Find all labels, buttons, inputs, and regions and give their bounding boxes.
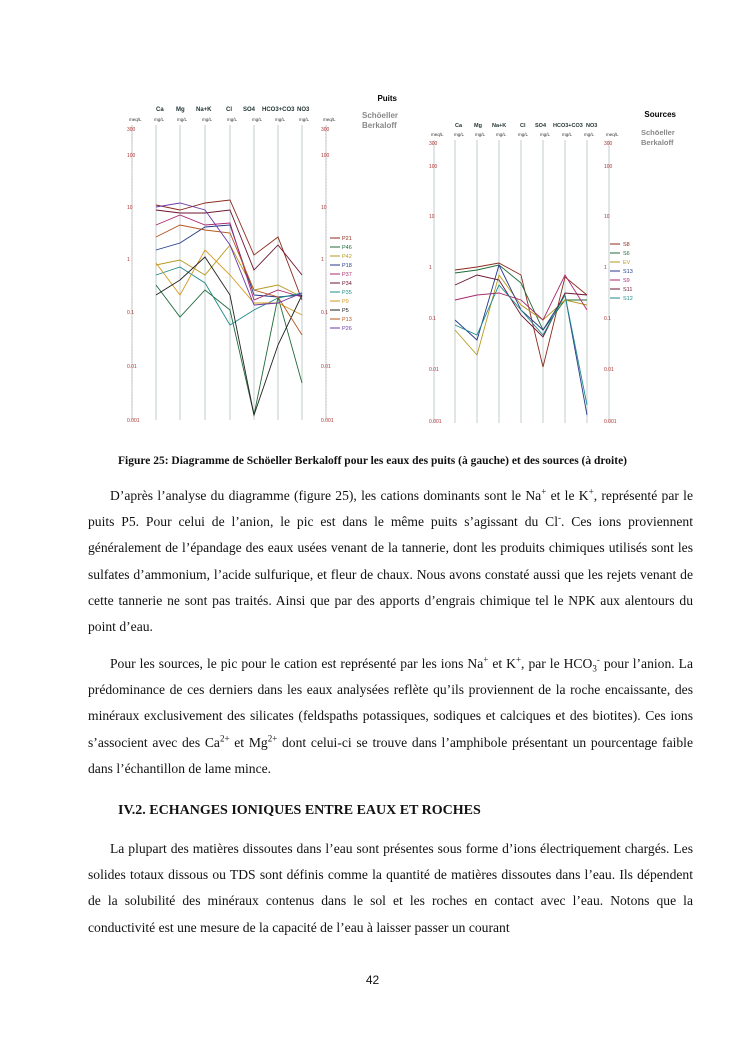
unit-label: mg/L <box>154 117 165 122</box>
tick-label: 1 <box>604 265 607 271</box>
unit-label: mg/L <box>252 117 263 122</box>
diagram-title: Sources <box>644 110 676 119</box>
tick-label: 0.001 <box>321 418 334 424</box>
legend-item: P18 <box>342 263 352 269</box>
unit-label: mg/L <box>275 117 286 122</box>
diagram-title: Puits <box>377 94 397 103</box>
legend-item: S13 <box>623 269 633 275</box>
tick-label: 0.001 <box>604 419 617 425</box>
tick-label: 10 <box>604 214 610 220</box>
unit-label: mg/L <box>562 132 573 137</box>
legend-item: EV <box>623 260 631 266</box>
tick-label: 100 <box>321 153 330 159</box>
tick-label: 0.1 <box>321 310 328 316</box>
tick-label: 300 <box>429 141 438 147</box>
column-label-ca: Ca <box>455 123 463 129</box>
column-label-mg: Mg <box>176 107 185 113</box>
unit-label: mg/L <box>540 132 551 137</box>
unit-label: mg/L <box>496 132 507 137</box>
legend-item: S6 <box>623 251 630 257</box>
tick-label: 0.01 <box>321 364 331 370</box>
tick-label: 10 <box>127 205 133 211</box>
legend-item: P46 <box>342 245 352 251</box>
tick-label: 100 <box>127 153 136 159</box>
legend-item: P34 <box>342 281 352 287</box>
paragraph-2: Pour les sources, le pic pour le cation est représenté par les ions Na+ et K+, par le $HCO_3^-$ pour l’anion. La prédominance de ces derniers dans les eaux analysées reflète qu’ils proviennent de la roche encaissante, des minéraux exclusivement des silicates (feldspaths potassiques, sodiques et calciques et des biotites). Ces ions s’associent avec des $Ca^{2+}$ et $Mg^{2+}$ dont celui-ci se trouve dans l’amphibole présentant un pourcentage faible dans l’échantillon de lame mince. <box>88 654 693 776</box>
paragraph-3: La plupart des matières dissoutes dans l’eau sont présentes sous forme d’ions électriquement chargés. Les solides totaux dissous ou TDS sont définis comme la quantité de matières dissoutes dans l’eau. Ils dépendent de la solubilité des minéraux contenus dans le sol et les roches en contact avec l’eau. Notons que la conductivité est une mesure de la capacité de l’eau à laisser passer un courant <box>88 841 693 935</box>
unit-label: meq/L <box>606 132 619 137</box>
unit-label: mg/L <box>475 132 486 137</box>
method-label: Schöeller <box>362 111 399 120</box>
tick-label: 0.1 <box>604 316 611 322</box>
legend-item: S8 <box>623 242 630 248</box>
unit-label: mg/L <box>518 132 529 137</box>
unit-label: mg/L <box>584 132 595 137</box>
data-series-lines <box>156 200 302 415</box>
legend-item: S11 <box>623 287 633 293</box>
tick-label: 0.01 <box>429 367 439 373</box>
legend-item: S12 <box>623 296 633 302</box>
column-label-cl: Cl <box>520 123 526 129</box>
unit-label: meq/L <box>129 117 142 122</box>
tick-label: 100 <box>429 164 438 170</box>
legend-item: P35 <box>342 290 352 296</box>
column-label-nak: Na+K <box>196 107 212 113</box>
legend-item: P9 <box>342 299 349 305</box>
column-label-ca: Ca <box>156 107 164 113</box>
legend-item: P42 <box>342 254 352 260</box>
unit-label: mg/L <box>227 117 238 122</box>
tick-label: 10 <box>321 205 327 211</box>
unit-label: meq/L <box>431 132 444 137</box>
column-label-so4: SO4 <box>243 107 256 113</box>
legend-item: P26 <box>342 326 352 332</box>
unit-label: mg/L <box>202 117 213 122</box>
page-number: 42 <box>365 973 380 987</box>
column-label-no3: NO3 <box>297 107 310 113</box>
unit-label: meq/L <box>323 117 336 122</box>
paragraph-1: D’après l’analyse du diagramme (figure 25), les cations dominants sont le Na+ et le K+, représenté par le puits P5. Pour celui de l’anion, le pic est dans le même puits s’agissant du Cl-. Ces ions proviennent généralement de l’épandage des eaux usées venant de la tannerie, dont les produits chimiques utilisés sont les sulfates d’ammonium, l’acide sulfurique, et fleur de chaux. Nous avons constaté aussi que les rejets venant de cette tannerie ne sont pas traités. Ainsi que par des apports d’engrais chimique tel le NPK aux alentours du point d’eau. <box>88 486 694 635</box>
tick-label: 0.01 <box>127 364 137 370</box>
column-label-no3: NO3 <box>586 123 598 129</box>
column-label-so4: SO4 <box>535 123 547 129</box>
column-label-cl: Cl <box>226 107 232 113</box>
tick-label: 10 <box>429 214 435 220</box>
tick-label: 0.001 <box>127 418 140 424</box>
legend-item: S9 <box>623 278 630 284</box>
column-label-hco3: HCO3+CO3 <box>262 107 295 113</box>
legend-item: P13 <box>342 317 352 323</box>
method-label: Berkaloff <box>641 138 674 147</box>
tick-label: 0.001 <box>429 419 442 425</box>
tick-label: 0.01 <box>604 367 614 373</box>
tick-label: 0.1 <box>127 310 134 316</box>
method-label: Berkaloff <box>362 121 397 130</box>
tick-label: 300 <box>604 141 613 147</box>
schoeller-diagram-sources <box>428 105 688 430</box>
figure-caption: Figure 25: Diagramme de Schöeller Berkaloff pour les eaux des puits (à gauche) et des sources (à droite) <box>117 455 628 467</box>
legend-item: P5 <box>342 308 349 314</box>
section-heading: IV.2. ECHANGES IONIQUES ENTRE EAUX ET ROCHES <box>118 803 481 818</box>
tick-label: 1 <box>429 265 432 271</box>
column-label-mg: Mg <box>474 123 482 129</box>
tick-label: 300 <box>321 127 330 133</box>
tick-label: 0.1 <box>429 316 436 322</box>
unit-label: mg/L <box>299 117 310 122</box>
unit-label: mg/L <box>177 117 188 122</box>
legend-item: P37 <box>342 272 352 278</box>
column-label-hco3: HCO3+CO3 <box>553 123 583 129</box>
legend-item: P21 <box>342 236 352 242</box>
unit-label: mg/L <box>454 132 465 137</box>
method-label: Schöeller <box>641 128 675 137</box>
schoeller-diagram-puits <box>125 85 410 430</box>
tick-label: 100 <box>604 164 613 170</box>
tick-label: 300 <box>127 127 136 133</box>
tick-label: 1 <box>321 257 324 263</box>
column-label-nak: Na+K <box>492 123 507 129</box>
tick-label: 1 <box>127 257 130 263</box>
